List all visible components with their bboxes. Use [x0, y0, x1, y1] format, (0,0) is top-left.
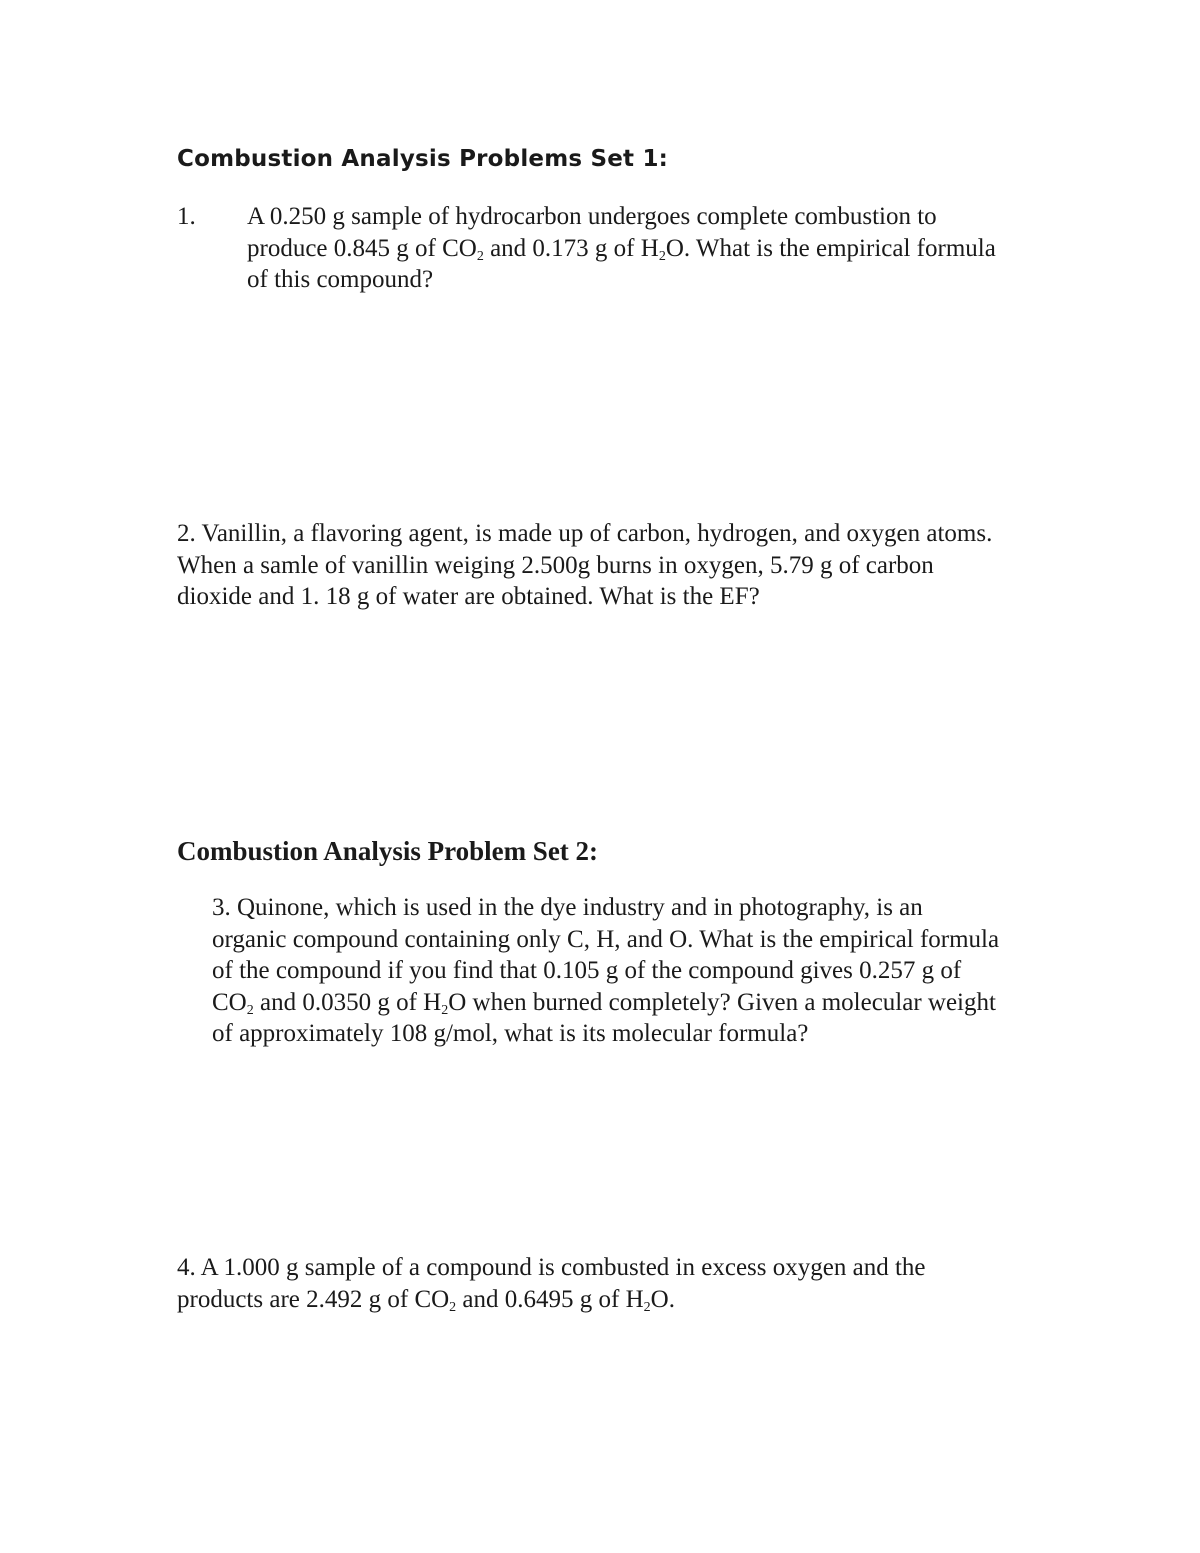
set-1-heading: Combustion Analysis Problems Set 1: [177, 146, 669, 172]
problem-1-text-part: O. What is the empirical formula of this compound? [247, 234, 996, 293]
problem-1-text-part: A 0.250 g sample of hydrocarbon undergoes complete combustion to produce 0.845 g of CO [247, 203, 937, 262]
problem-2: 2. Vanillin, a flavoring agent, is made up of carbon, hydrogen, and oxygen atoms. When a samle of vanillin weiging 2.500g burns in oxygen, 5.79 g of carbon dioxide and 1. 18 g of water are obtained. What is the EF? [177, 520, 993, 610]
problem-1-text [247, 201, 997, 296]
co2-subscript: 2 [246, 1002, 254, 1018]
problem-3-text-part: 3. Quinone, which is used in the dye industry and in photography, is an organic compound containing only C, H, and O. What is the empirical formula of the compound if you find that 0.105 g of the compound gives 0.257 g of CO [212, 894, 1000, 1016]
h2o-subscript: 2 [658, 248, 666, 264]
problem-4-text-part: 4. A 1.000 g sample of a compound is combusted in excess oxygen and the products are 2.492 g of CO [177, 1254, 926, 1313]
problem-4-text-part: O. [650, 1285, 675, 1313]
problem-1-number: 1. [177, 203, 196, 230]
problem-4-text-part: and 0.6495 g of H [456, 1285, 644, 1313]
problem-1 [177, 201, 997, 296]
problem-3-text-part: O when burned completely? Given a molecular weight of approximately 108 g/mol, what is its molecular formula? [212, 988, 996, 1047]
h2o-subscript: 2 [643, 1299, 651, 1315]
co2-subscript: 2 [449, 1299, 457, 1315]
h2o-subscript: 2 [441, 1002, 449, 1018]
set-2-heading: Combustion Analysis Problem Set 2: [177, 836, 599, 866]
problem-3 [212, 892, 1002, 1050]
co2-subscript: 2 [476, 248, 484, 264]
problem-3-text-part: and 0.0350 g of H [253, 988, 442, 1016]
problem-1-text-part: and 0.173 g of H [483, 234, 659, 262]
problem-4 [177, 1252, 997, 1315]
